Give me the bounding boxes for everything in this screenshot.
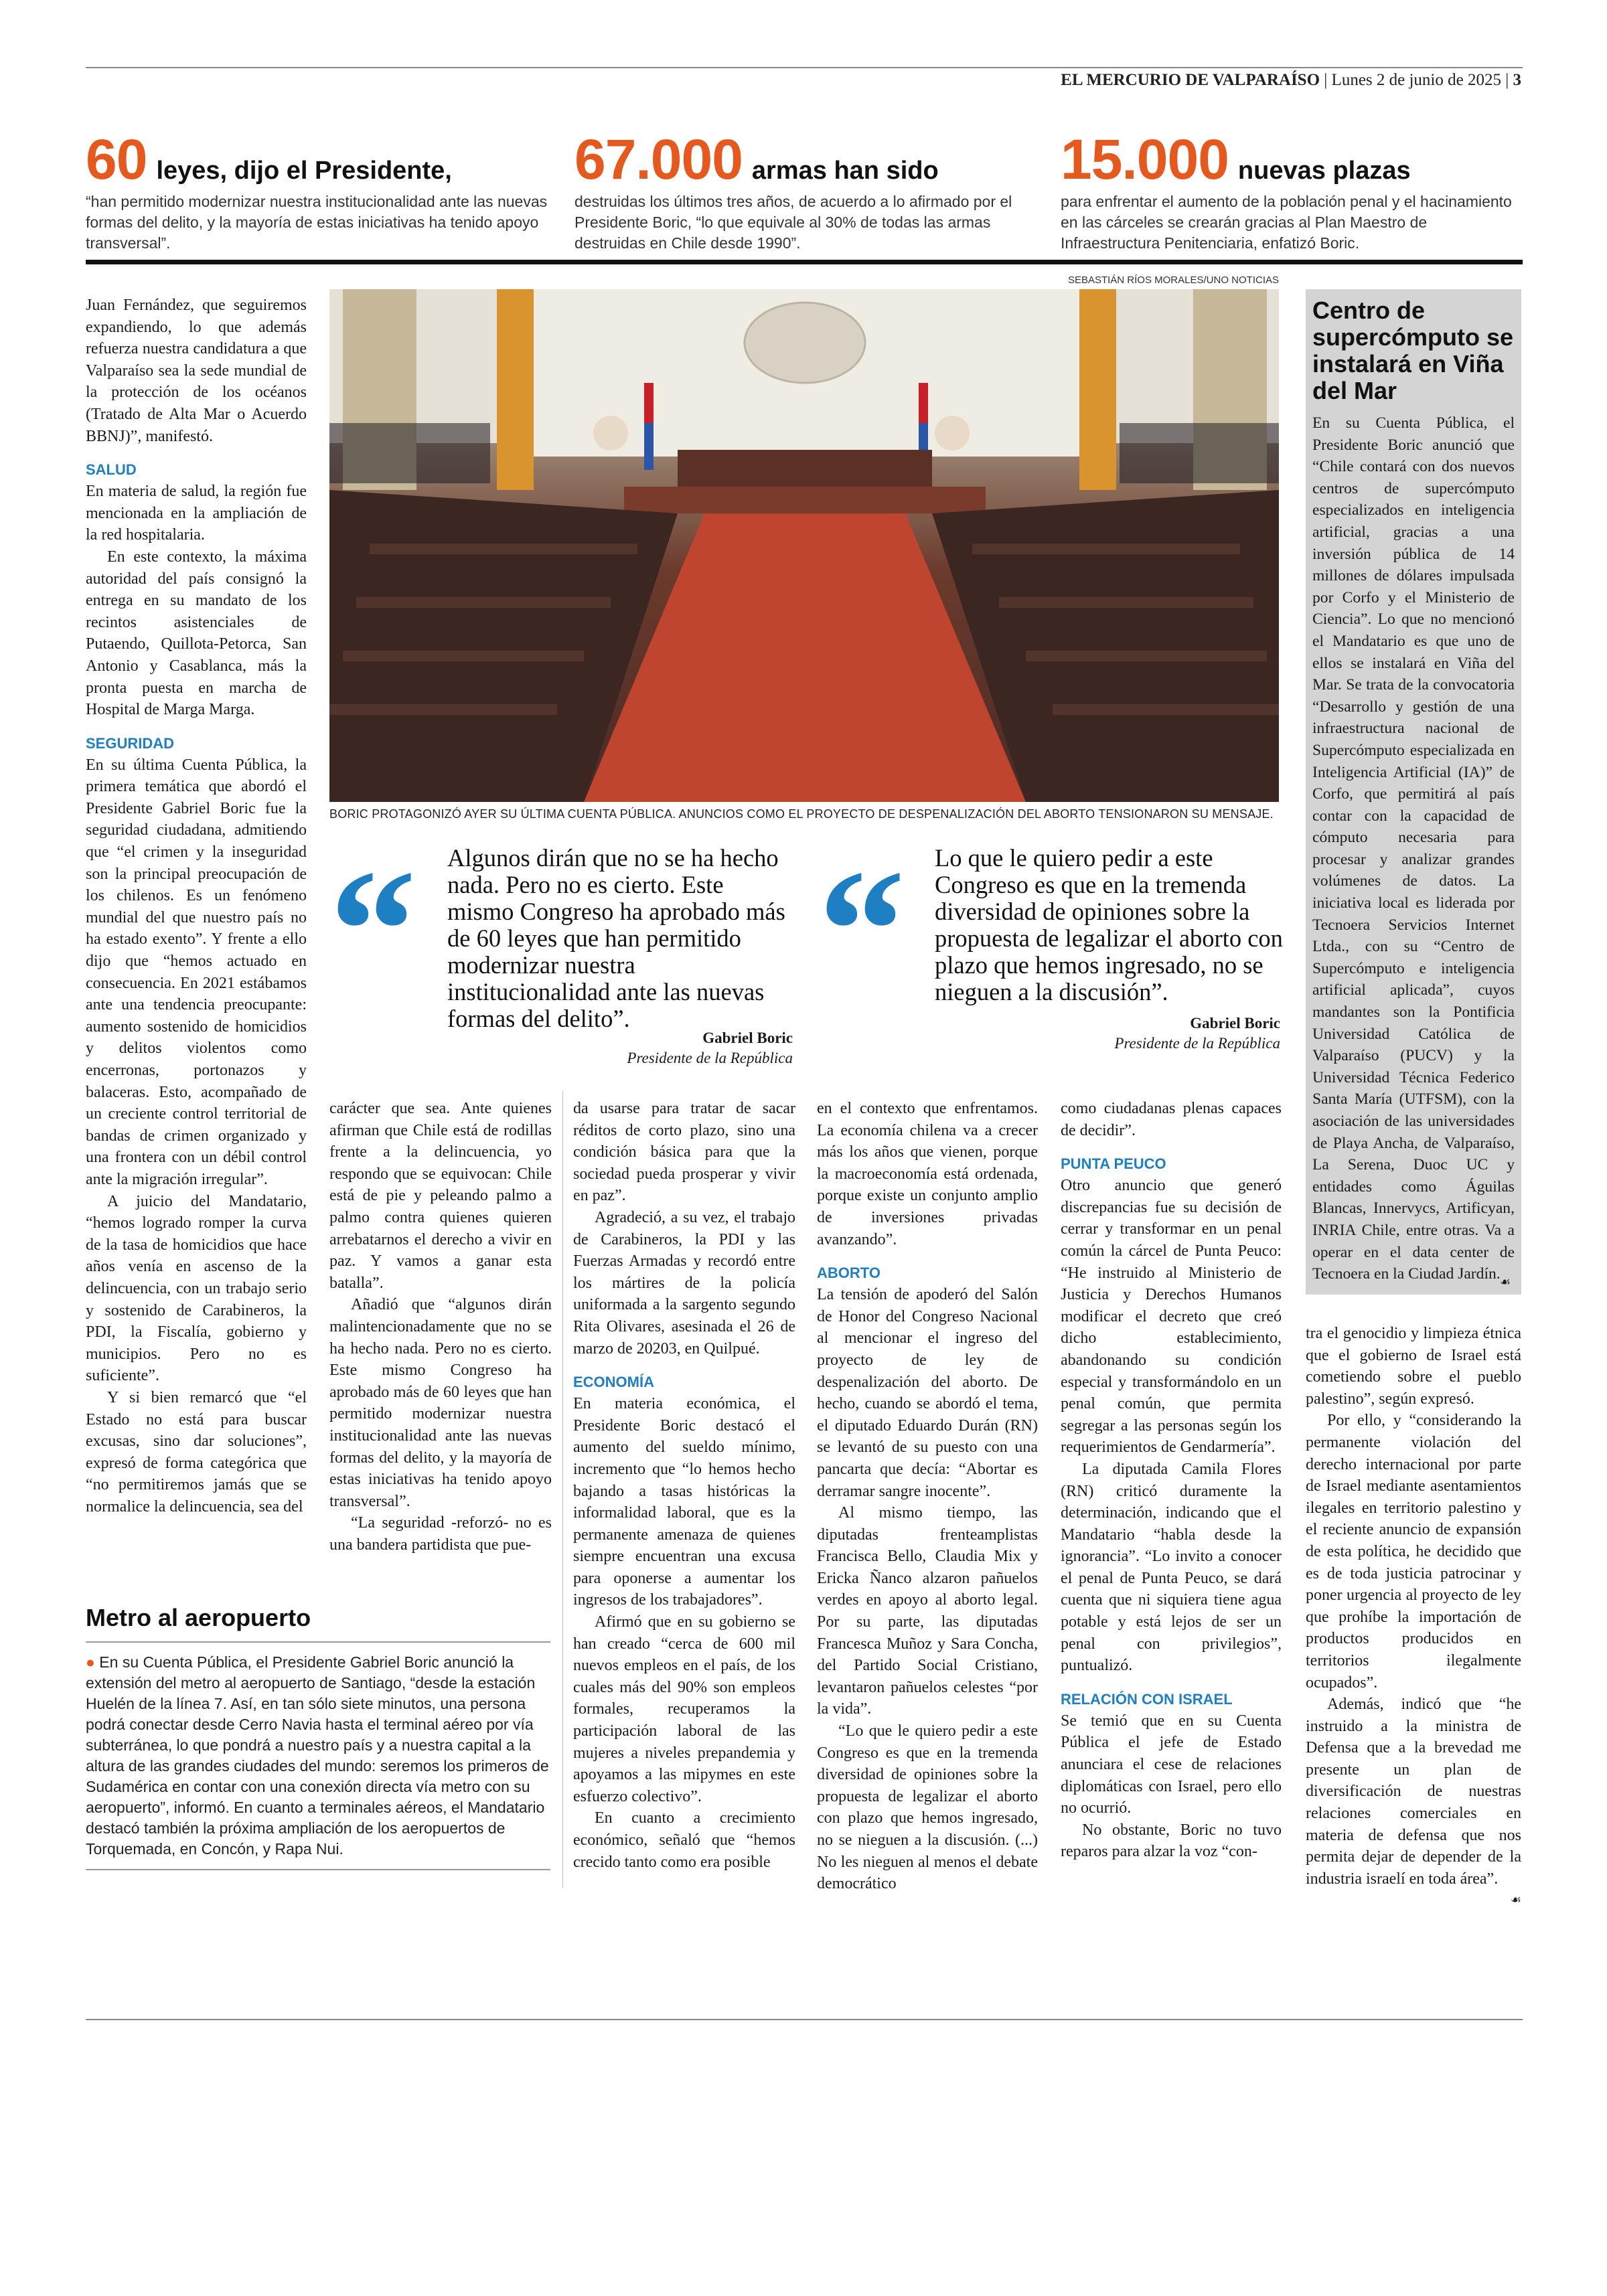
congress-chamber-illustration: [329, 289, 1279, 802]
photo-credit: SEBASTIÁN RÍOS MORALES/UNO NOTICIAS: [1067, 274, 1279, 286]
stats-rule: [86, 260, 1523, 264]
paragraph: como ciudadanas plenas capaces de decidir”.: [1061, 1100, 1282, 1139]
article-column-3: [573, 1098, 795, 1873]
metro-box: [86, 1604, 550, 1870]
paragraph: da usarse para tratar de sacar réditos de corto plazo, sino una condición básica para que la sociedad pueda prosperar y vivir en paz”.: [573, 1100, 795, 1205]
section-heading-economia: ECONOMÍA: [573, 1374, 654, 1391]
pull-quote-2: Lo que le quiero pedir a este Congreso es que en la tremenda diversidad de opiniones sobre la propuesta de legalizar el aborto con plazo que hemos ingresado, no se nieguen a la discusión”.: [935, 844, 1283, 1005]
newspaper-name: EL MERCURIO DE VALPARAÍSO: [1061, 71, 1320, 89]
header-date: Lunes 2 de junio de 2025: [1331, 71, 1501, 89]
pull-quote-2-attribution: [935, 1013, 1280, 1054]
section-heading-aborto: ABORTO: [817, 1264, 881, 1282]
header-sep: |: [1505, 71, 1513, 89]
quote-role: Presidente de la República: [1114, 1035, 1280, 1052]
paragraph: Añadió que “algunos dirán malintencionadamente que no se ha hecho nada. Pero no es cierto. Este mismo Congreso ha aprobado más de 60 leyes que han permitido modernizar nuestra institucionalidad ante las nuevas formas del delito, y la mayoría de estas iniciativas ha tenido apoyo transversal”.: [329, 1296, 552, 1510]
stat-67000: [575, 128, 1043, 254]
pull-quote-1: Algunos dirán que no se ha hecho nada. Pero no es cierto. Este mismo Congreso ha aprobado más de 60 leyes que han permitido modernizar nuestra institucionalidad ante las nuevas formas del delito”.: [447, 844, 785, 1032]
stat-number: 60: [86, 128, 147, 191]
section-heading-seguridad: SEGURIDAD: [86, 734, 175, 752]
paragraph: Y si bien remarcó que “el Estado no está para buscar excusas, sino dar soluciones”, expresó de forma categórica que “no permitiremos jamás que se normalice la delincuencia, sea del: [86, 1388, 307, 1515]
stat-label: nuevas plazas: [1237, 157, 1411, 185]
paragraph: Además, indicó que “he instruido a la ministra de Defensa que a la brevedad me presente un plan de diversificación de nuestras relaciones comerciales en materia de defensa que nos permita dejar de depender de la industria israelí en toda área”.: [1306, 1696, 1521, 1888]
stat-number: 15.000: [1061, 128, 1229, 191]
metro-rule: [86, 1641, 550, 1643]
paragraph: Por ello, y “considerando la permanente violación del derecho internacional por parte de Israel mediante asentamientos ilegales en territorio palestino y el reciente anuncio de expansión de esta política, he decidido que es de toda justicia patrocinar y poner urgencia al proyecto de ley que prohíbe la importación de productos producidos en territorios ilegalmente ocupados”.: [1306, 1412, 1521, 1692]
section-heading-punta-peuco: PUNTA PEUCO: [1061, 1155, 1166, 1173]
section-heading-israel: RELACIÓN CON ISRAEL: [1061, 1690, 1233, 1708]
paragraph: En materia de salud, la región fue mencionada en la ampliación de la red hospitalaria.: [86, 483, 307, 544]
sidebar-title: Centro de supercómputo se instalará en Viña del Mar: [1312, 297, 1514, 404]
paragraph: A juicio del Mandatario, “hemos logrado romper la curva de la tasa de homicidios que hace años venía en ascenso de la delincuencia, con un trabajo serio y sostenido de Carabineros, la PDI, la Fiscalía, gobierno y municipios. Pero no es suficiente”.: [86, 1192, 307, 1385]
paragraph: En su última Cuenta Pública, la primera temática que abordó el Presidente Gabriel Boric fue la seguridad ciudadana, admitiendo que “el crimen y la inseguridad son la principal preocupación de los chilenos. Es un fenómeno mundial del que nuestro país no ha estado exento”. Y frente a ello dijo que “hemos actuado en consecuencia. En 2021 estábamos ante una tendencia preocupante: aumento sostenido de homicidios y delitos violentos como encerronas, portonazos y balaceras. Esto, acompañado de un creciente control territorial de bandas de crimen organizado y una frontera con un débil control ante la migración irregular”.: [86, 756, 307, 1188]
page-number: 3: [1513, 71, 1521, 89]
paragraph: carácter que sea. Ante quienes afirman que Chile está de rodillas frente a la delincuencia, yo respondo que se equivocan: Chile está de pie y peleando palmo a palmo contra quienes quieren arrebatarnos el derecho a vivir en paz. Y vamos a ganar esta batalla”.: [329, 1100, 552, 1292]
header-sep: |: [1324, 71, 1332, 89]
photo-caption: BORIC PROTAGONIZÓ AYER SU ÚLTIMA CUENTA PÚBLICA. ANUNCIOS COMO EL PROYECTO DE DESPENALIZACIÓN DEL ABORTO TENSIONARON SU MENSAJE.: [329, 807, 1274, 821]
paragraph: tra el genocidio y limpieza étnica que el gobierno de Israel está cometiendo sobre el pueblo palestino”, según expresó.: [1306, 1325, 1521, 1408]
metro-text: En su Cuenta Pública, el Presidente Gabriel Boric anunció la extensión del metro al aeropuerto de Santiago, “desde la estación Huelén de la línea 7. Así, en tan sólo siete minutos, una persona podrá conectar desde Cerro Navia hasta el terminal aéreo por vía subterránea, lo que pondrá a nuestro país y a nuestra capital a la altura de las grandes ciudades del mundo: seremos los primeros de Sudamérica en contar con una conexión directa vía metro con su aeropuerto”, informó. En cuanto a terminales aéreos, el Mandatario destacó también la próxima ampliación de los aeropuertos de Torquemada, en Concón, y Rapa Nui.: [86, 1653, 549, 1858]
stat-label: leyes, dijo el Presidente,: [156, 157, 452, 185]
stat-number: 67.000: [575, 128, 743, 191]
metro-body: [86, 1652, 550, 1860]
end-mark-icon: ☙: [1510, 1893, 1521, 1908]
paragraph: Afirmó que en su gobierno se han creado “cerca de 600 mil nuevos empleos en el país, de los cuales más del 90% son empleos formales, recuperamos la participación laboral de las mujeres a niveles prepandemia y apoyamos a las mipymes en este esfuerzo colectivo”.: [573, 1613, 795, 1805]
quote-open-icon: “: [329, 834, 416, 1027]
stat-60: [86, 128, 554, 254]
quote-author: Gabriel Boric: [1190, 1015, 1280, 1032]
sidebar-text: En su Cuenta Pública, el Presidente Boric anunció que “Chile contará con dos nuevos centros de supercómputo especializados en inteligencia artificial, gracias a una inversión pública de 14 millones de dólares impulsada por Corfo y el Ministerio de Ciencia”. Lo que no mencionó el Mandatario es que uno de ellos se instalará en Viña del Mar. Se trata de la convocatoria “Desarrollo y gestión de una infraestructura nacional de Supercómputo especializada en Inteligencia Artificial (IA)” de Corfo, que permitirá al país contar con la capacidad de cómputo necesaria para procesar y analizar grandes volúmenes de datos. La iniciativa local es liderada por Tecnoera Servicios Internet Ltda., con su “Centro de Supercómputo e inteligencia artificial aplicada”, cuyos mandantes son la Pontificia Universidad Católica de Valparaíso (PUCV) y la Universidad Técnica Federico Santa María (UTFSM), con la asociación de las universidades de Playa Ancha, de Valparaíso, La Serena, Duoc UC y entidades como Águilas Blancas, Innervycs, Artificyan, INRIA Chile, entre otras. Va a operar en el data center de Tecnoera en la Ciudad Jardín.: [1312, 414, 1515, 1283]
article-column-2: [329, 1098, 552, 1556]
article-column-1: [86, 295, 307, 1518]
paragraph: Otro anuncio que generó discrepancias fue su decisión de cerrar y transformar en un penal común la cárcel de Punta Peuco: “He instruido al Ministerio de Justicia y Derechos Humanos modificar el decreto que creó dicho establecimiento, abandonando su condición especial y transformándolo en un penal común, que permita segregar a las personas según los requerimientos de Gendarmería”.: [1061, 1177, 1282, 1457]
top-rule: [86, 67, 1523, 68]
paragraph: Juan Fernández, que seguiremos expandiendo, lo que además refuerza nuestra candidatura a que Valparaíso sea la sede mundial de la protección de los océanos (Tratado de Alta Mar o Acuerdo BBNJ)”, manifestó.: [86, 297, 307, 445]
end-mark-icon: ☙: [1499, 1275, 1511, 1289]
section-heading-salud: SALUD: [86, 461, 137, 479]
paragraph: No obstante, Boric no tuvo reparos para alzar la voz “con-: [1061, 1821, 1282, 1861]
paragraph: La tensión de apoderó del Salón de Honor del Congreso Nacional al mencionar el ingreso del proyecto de ley de despenalización del aborto. De hecho, cuando se abordó el tema, el diputado Eduardo Durán (RN) se levantó de su puesto con una pancarta que decía: “Abortar es derramar sangre inocente”.: [817, 1286, 1038, 1500]
quote-author: Gabriel Boric: [702, 1030, 793, 1046]
stat-15000: [1061, 128, 1523, 254]
metro-title: Metro al aeropuerto: [86, 1604, 311, 1631]
pull-quote-1-attribution: [447, 1028, 793, 1068]
paragraph: “Lo que le quiero pedir a este Congreso es que en la tremenda diversidad de opiniones sobre la propuesta de legalizar el aborto con plazo que hemos ingresado, no se nieguen a la discusión. (...) No les nieguen al menos el debate democrático: [817, 1722, 1038, 1893]
congress-photo: [329, 289, 1279, 802]
article-column-5: [1061, 1098, 1282, 1863]
metro-bottom-rule: [86, 1869, 550, 1870]
bullet-icon: ●: [86, 1653, 95, 1671]
stat-text: destruidas los últimos tres años, de acuerdo a lo afirmado por el Presidente Boric, “lo que equivale al 30% de todas las armas destruidas en Chile desde 1990”.: [575, 193, 1012, 252]
paragraph: Se temió que en su Cuenta Pública el jefe de Estado anunciara el cese de relaciones diplomáticas con Israel, pero ello no ocurrió.: [1061, 1712, 1282, 1817]
sidebar-supercomputo: [1306, 289, 1521, 1295]
paragraph: Agradeció, a su vez, el trabajo de Carabineros, la PDI y las Fuerzas Armadas y recordó entre los mártires de la policía uniformada a la sargento segundo Rita Olivares, asesinada el 26 de marzo de 20203, en Quilpué.: [573, 1208, 795, 1358]
stat-text: para enfrentar el aumento de la población penal y el hacinamiento en las cárceles se crearán gracias al Plan Maestro de Infraestructura Penitenciaria, enfatizó Boric.: [1061, 193, 1512, 252]
paragraph: en el contexto que enfrentamos. La economía chilena va a crecer más los años que vienen, porque la macroeconomía está ordenada, porque existe un conjunto amplio de inversiones privadas avanzando”.: [817, 1100, 1038, 1248]
stat-label: armas han sido: [751, 157, 939, 185]
paragraph: “La seguridad -reforzó- no es una bandera partidista que pue-: [329, 1514, 552, 1554]
paragraph: En este contexto, la máxima autoridad del país consignó la entrega en su mandato de los recintos asistenciales de Putaendo, Quillota-Petorca, San Antonio y Casablanca, más la pronta puesta en marcha de Hospital de Marga Marga.: [86, 548, 307, 719]
quote-role: Presidente de la República: [627, 1050, 793, 1066]
article-column-4: [817, 1098, 1038, 1895]
paragraph: En cuanto a crecimiento económico, señaló que “hemos crecido tanto como era posible: [573, 1809, 795, 1871]
bottom-rule: [86, 2019, 1523, 2020]
article-column-6: [1306, 1323, 1521, 1912]
quote-open-icon: “: [818, 834, 905, 1027]
paragraph: La diputada Camila Flores (RN) criticó duramente la determinación, indicando que el Mandatario “habla desde la ignorancia”. “Lo invito a conocer el penal de Punta Peuco, se dará cuenta que ni siquiera tiene agua potable y está lejos de ser un penal con privilegios”, puntualizó.: [1061, 1460, 1282, 1675]
stat-text: “han permitido modernizar nuestra institucionalidad ante las nuevas formas del delito, y la mayoría de estas iniciativas ha tenido apoyo transversal”.: [86, 193, 548, 252]
page-header: [1061, 71, 1521, 90]
paragraph: En materia económica, el Presidente Boric destacó el aumento del sueldo mínimo, incremento que “lo hemos hecho bajando a tasas históricas la informalidad laboral, que es la permanente amenaza de quienes siempre encuentran una excusa para oponerse a aumentar los ingresos de los trabajadores”.: [573, 1395, 795, 1609]
paragraph: Al mismo tiempo, las diputadas frenteamplistas Francisca Bello, Claudia Mix y Ericka Ñanco alzaron pañuelos verdes en apoyo al aborto legal. Por su parte, las diputadas Francesca Muñoz y Sara Concha, del Partido Social Cristiano, levantaron pañuelos celestes “por la vida”.: [817, 1504, 1038, 1718]
column-divider: [562, 1091, 563, 1888]
